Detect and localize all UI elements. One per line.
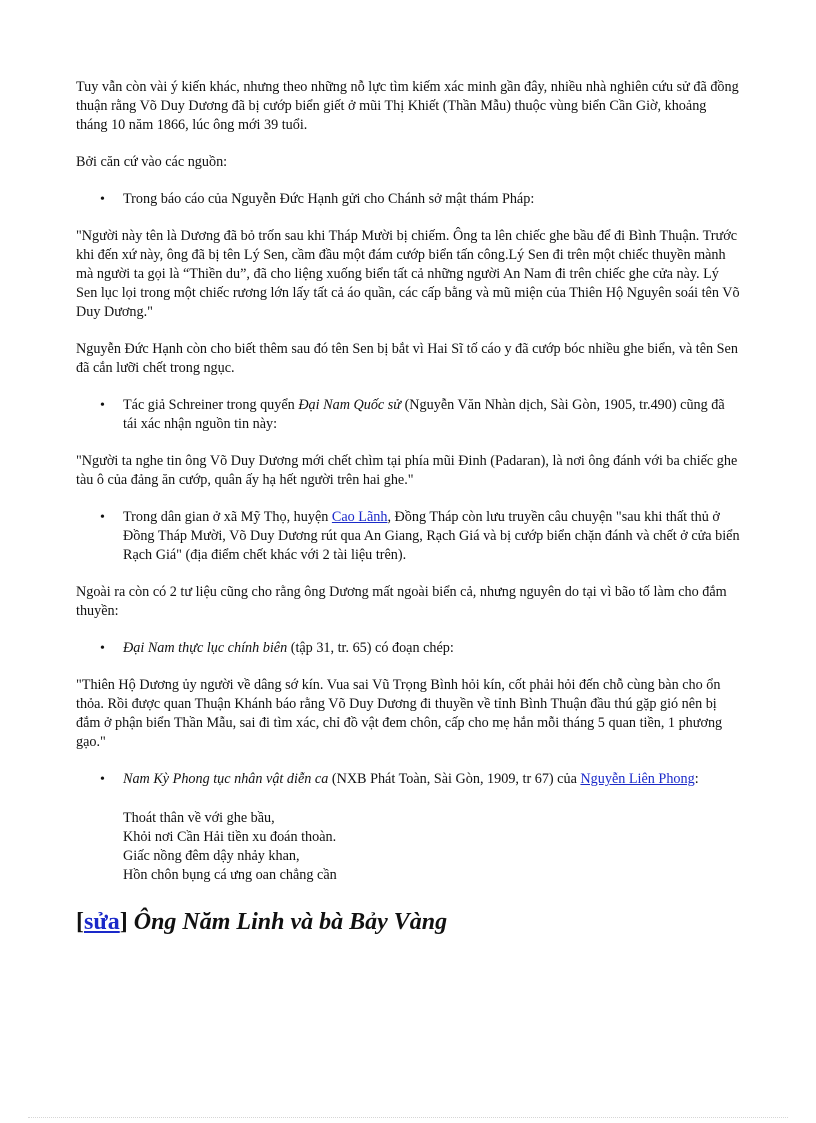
bracket-close: ]	[119, 909, 128, 935]
paragraph-other-sources: Ngoài ra còn có 2 tư liệu cũng cho rằng ông Dương mất ngoài biển cả, nhưng nguyên do tại vì bão tố làm cho đắm thuyền:	[76, 584, 727, 619]
text: Trong dân gian ở xã Mỹ Thọ, huyện	[123, 509, 332, 525]
list-item-hanh-report: • Trong báo cáo của Nguyễn Đức Hạnh gửi cho Chánh sở mật thám Pháp:	[123, 190, 740, 209]
source-list-5	[76, 770, 740, 885]
book-title: Đại Nam Quốc sử	[298, 397, 402, 413]
source-list-2	[76, 396, 740, 434]
link-nguyen-lien-phong[interactable]: Nguyễn Liên Phong	[580, 771, 695, 787]
text: Tác giả Schreiner trong quyển	[123, 397, 299, 413]
book-title: Đại Nam thực lục chính biên	[123, 640, 288, 656]
source-list-3	[76, 508, 740, 565]
book-title: Nam Kỳ Phong tục nhân vật diễn ca	[123, 771, 329, 787]
edit-section-link[interactable]: sửa	[84, 909, 120, 935]
page-bottom-divider	[28, 1117, 788, 1118]
list-item-schreiner	[123, 396, 740, 434]
quote-schreiner: "Người ta nghe tin ông Võ Duy Dương mới chết chìm tại phía mũi Đinh (Padaran), là nơi ông đánh với ba chiếc ghe tàu ô của đảng ăn cướp, quân ấy hạ hết người trên hai ghe."	[76, 453, 738, 488]
list-item-dai-nam-thuc-luc	[123, 639, 740, 658]
quote-hanh: "Người này tên là Dương đã bỏ trốn sau khi Tháp Mười bị chiếm. Ông ta lên chiếc ghe bầu để đi Bình Thuận. Trước khi đến xứ này, ông đã bị tên Lý Sen, cầm đầu một đám cướp biển tấn công.Lý Sen đi trên một chiếc thuyền mành mà người ta gọi là “Thiền du”, đã cho liệng xuống biển tất cả những người An Nam đi trên chiếc ghe cửa này. Lý Sen lục lọi trong một chiếc rương lớn lấy tất cả áo quần, các cấp bằng và mũ miện của Thiên Hộ Nguyên soái tên Võ Duy Dương."	[76, 228, 740, 320]
paragraph-hanh-extra: Nguyễn Đức Hạnh còn cho biết thêm sau đó tên Sen bị bắt vì Hai Sĩ tố cáo y đã cướp bóc nhiều ghe biển, và tên Sen đã cắn lưỡi chết trong ngục.	[76, 341, 738, 376]
poem-line: Khỏi nơi Cần Hải tiền xu đoán thoàn.	[123, 829, 337, 845]
paragraph-sources-intro: Bởi căn cứ vào các nguồn:	[76, 154, 228, 170]
text: (Nguyễn Văn Nhàn dịch, Sài Gòn, 1905, tr.490) cũng đã tái xác nhận nguồn tin này:	[123, 397, 725, 432]
text: , Đồng Tháp còn lưu truyền câu chuyện "sau khi thất thủ ở Đồng Tháp Mười, Võ Duy Dương rút qua An Giang, Rạch Giá và bị cướp biển chặn đánh và chết ở cửa biển Rạch Giá" (địa điểm chết khác với 2 tài liệu trên).	[123, 509, 740, 563]
bracket-open: [	[76, 909, 84, 935]
list-item-nam-ky	[123, 770, 740, 885]
text: (NXB Phát Toàn, Sài Gòn, 1909, tr 67) của	[328, 771, 581, 787]
source-list-1	[76, 190, 740, 209]
source-list-4	[76, 639, 740, 658]
text: (tập 31, tr. 65) có đoạn chép:	[287, 640, 454, 656]
poem-line: Giấc nồng đêm dậy nhảy khan,	[123, 848, 300, 864]
poem-line: Thoát thân về với ghe bầu,	[123, 810, 275, 826]
link-cao-lanh[interactable]: Cao Lãnh	[331, 509, 388, 525]
poem	[123, 809, 740, 885]
paragraph-intro: Tuy vẫn còn vài ý kiến khác, nhưng theo những nỗ lực tìm kiếm xác minh gần đây, nhiều nhà nghiên cứu sử đã đồng thuận rằng Võ Duy Dương đã bị cướp biển giết ở mũi Thị Khiết (Thần Mẫu) thuộc vùng biển Cần Giờ, khoảng tháng 10 năm 1866, lúc ông mới 39 tuổi.	[76, 79, 739, 133]
quote-dai-nam: "Thiên Hộ Dương ủy người về dâng sớ kín. Vua sai Vũ Trọng Bình hỏi kín, cốt phải hỏi đến chỗ cùng bàn cho ổn thỏa. Rồi được quan Thuận Khánh báo rằng Võ Duy Dương đi thuyền về tỉnh Bình Thuận đầu thú gặp gió nên bị đắm ở phận biển Thần Mẫu, sai đi tìm xác, chỉ đồ vật đem chôn, cấp cho mẹ hắn mỗi tháng 5 quan tiền, 1 phương gạo."	[76, 677, 723, 750]
section-title: Ông Năm Linh và bà Bảy Vàng	[133, 909, 448, 935]
poem-line: Hồn chôn bụng cá ưng oan chẳng cần	[123, 867, 337, 883]
text: :	[694, 771, 699, 787]
section-heading	[76, 907, 740, 937]
article-body	[76, 78, 740, 937]
list-item-folk-tale	[123, 508, 740, 565]
